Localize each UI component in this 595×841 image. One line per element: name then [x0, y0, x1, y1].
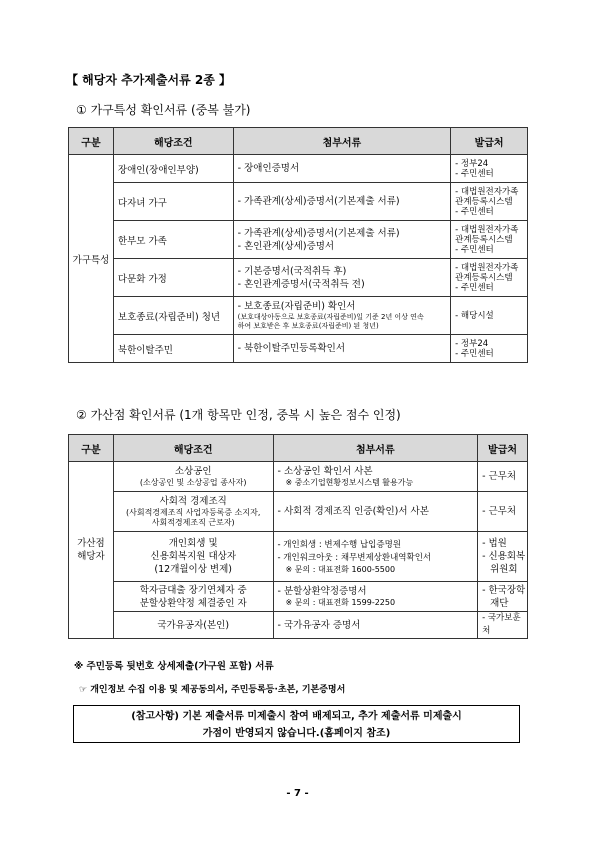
issuer-cell: - 대법원전자가족 관계등록시스템 - 주민센터 — [451, 259, 528, 297]
header-issuer: 발급처 — [478, 435, 528, 462]
issuer-cell: - 정부24 - 주민센터 — [451, 155, 528, 183]
condition-cell: 소상공인 (소상공인 및 소상공업 종사자) — [113, 462, 273, 492]
header-condition: 해당조건 — [113, 435, 273, 462]
documents-cell: - 기본증명서(국적취득 후) - 혼인관계증명서(국적취득 전) — [233, 259, 450, 297]
issuer-cell: - 근무처 — [478, 492, 528, 532]
header-documents: 첨부서류 — [273, 435, 478, 462]
condition-cell: 개인회생 및 신용회복지원 대상자 (12개월이상 변제) — [113, 532, 273, 582]
condition-cell: 북한이탈주민 — [113, 335, 233, 363]
reference-box — [73, 705, 520, 743]
header-issuer: 발급처 — [451, 128, 528, 155]
issuer-cell: - 한국장학 재단 — [478, 582, 528, 612]
section1-heading: ① 가구특성 확인서류 (중복 불가) — [76, 103, 251, 117]
bonus-table — [68, 434, 528, 639]
notice-item: ☞ 개인정보 수집 이용 및 제공동의서, 주민등록등·초본, 기본증명서 — [79, 685, 346, 695]
issuer-cell: - 해당시설 — [451, 297, 528, 335]
documents-cell: - 개인회생 : 변제수행 납입증명원 - 개인워크아웃 : 채무변제상환내역확인서 ※ 문의 : 대표전화 1600-5500 — [273, 532, 478, 582]
header-condition: 해당조건 — [113, 128, 233, 155]
condition-cell: 다자녀 가구 — [113, 183, 233, 221]
documents-cell: - 가족관계(상세)증명서(기본제출 서류) - 혼인관계(상세)증명서 — [233, 221, 450, 259]
documents-cell: - 사회적 경제조직 인증(확인)서 사본 — [273, 492, 478, 532]
household-table — [68, 127, 528, 363]
issuer-cell: - 대법원전자가족 관계등록시스템 - 주민센터 — [451, 221, 528, 259]
condition-cell: 학자금대출 장기연체자 중 분할상환약정 체결중인 자 — [113, 582, 273, 612]
category-cell: 가구특성 — [69, 155, 114, 363]
issuer-cell: - 법원 - 신용회복 위원회 — [478, 532, 528, 582]
reference-line: 가점이 반영되지 않습니다.(홈페이지 참조) — [202, 728, 391, 739]
documents-cell: - 보호종료(자립준비) 확인서 (보호대상아동으로 보호종료(자립준비)일 기준 2년 이상 연속 하여 보호받은 후 보호종료(자립준비) 된 청년) — [233, 297, 450, 335]
category-cell: 가산점 해당자 — [69, 462, 114, 639]
documents-cell: - 소상공인 확인서 사본 ※ 중소기업현황정보시스템 활용가능 — [273, 462, 478, 492]
issuer-cell: - 대법원전자가족 관계등록시스템 - 주민센터 — [451, 183, 528, 221]
section2-heading: ② 가산점 확인서류 (1개 항목만 인정, 중복 시 높은 점수 인정) — [76, 408, 401, 422]
issuer-cell: - 정부24 - 주민센터 — [451, 335, 528, 363]
condition-cell: 국가유공자(본인) — [113, 612, 273, 639]
condition-cell: 다문화 가정 — [113, 259, 233, 297]
condition-cell: 장애인(장애인부양) — [113, 155, 233, 183]
notice-heading: ※ 주민등록 뒷번호 상세제출(가구원 포함) 서류 — [74, 661, 274, 672]
condition-cell: 보호종료(자립준비) 청년 — [113, 297, 233, 335]
condition-cell: 사회적 경제조직 (사회적경제조직 사업자등록증 소지자, 사회적경제조직 근로자) — [113, 492, 273, 532]
documents-cell: - 국가유공자 증명서 — [273, 612, 478, 639]
condition-cell: 한부모 가족 — [113, 221, 233, 259]
documents-cell: - 가족관계(상세)증명서(기본제출 서류) — [233, 183, 450, 221]
issuer-cell: - 국가보훈처 — [478, 612, 528, 639]
header-category: 구분 — [69, 128, 114, 155]
header-documents: 첨부서류 — [233, 128, 450, 155]
documents-cell: - 분할상환약정증명서 ※ 문의 : 대표전화 1599-2250 — [273, 582, 478, 612]
header-category: 구분 — [69, 435, 114, 462]
page-title: 【 해당자 추가제출서류 2종 】 — [66, 73, 231, 87]
page-number: - 7 - — [286, 788, 309, 799]
documents-cell: - 북한이탈주민등록확인서 — [233, 335, 450, 363]
documents-cell: - 장애인증명서 — [233, 155, 450, 183]
reference-line: (참고사항) 기본 제출서류 미제출시 참여 배제되고, 추가 제출서류 미제출시 — [131, 711, 462, 722]
issuer-cell: - 근무처 — [478, 462, 528, 492]
